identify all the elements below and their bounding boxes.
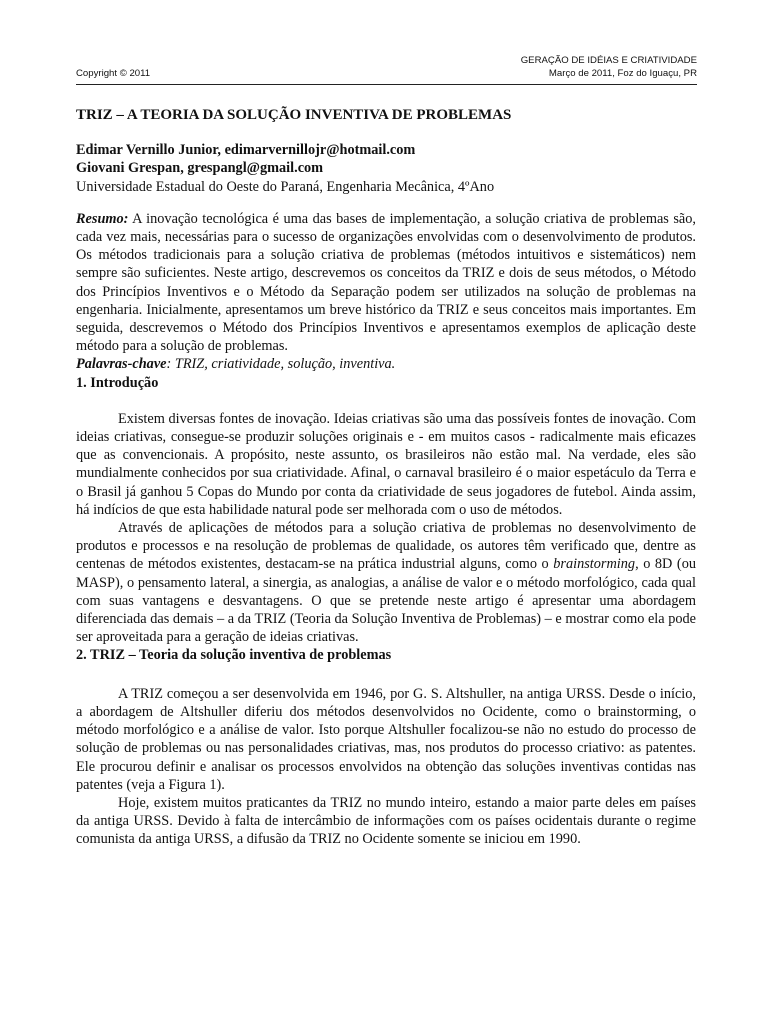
header-divider <box>76 84 697 85</box>
abstract <box>76 210 696 356</box>
section-2-heading: 2. TRIZ – Teoria da solução inventiva de problemas <box>76 647 392 664</box>
affiliation: Universidade Estadual do Oeste do Paraná, Engenharia Mecânica, 4ºAno <box>76 178 495 195</box>
conference-date-place: Março de 2011, Foz do Iguaçu, PR <box>548 68 697 79</box>
section-2-paragraph-1: A TRIZ começou a ser desenvolvida em 1946, por G. S. Altshuller, na antiga URSS. Desde o início, a abordagem de Altshuller diferiu dos métodos desenvolvidos no Ocidente, como o brainstorming, o método morfológico e a análise de valor. Isto porque Altshuller focalizou-se não no estudo do processo de solução de problemas ou nas personalidades criativas, mas, nos produtos do processo criativo: as patentes. Ele procurou definir e analisar os processos envolvidos na obtenção das soluções inventivas contidas nas patentes (veja a Figura 1). <box>76 685 696 793</box>
abstract-text: A inovação tecnológica é uma das bases de implementação, a solução criativa de problemas são, cada vez mais, necessárias para o sucesso de organizações envolvidas com o desenvolvimento de produtos. Os métodos tradicionais para a solução criativa de problemas (métodos intuitivos e sistemáticos) nem sempre são suficientes. Neste artigo, descrevemos os conceitos da TRIZ e dois de seus métodos, o Método dos Princípios Inventivos e o Método da Separação podem ser utilizados na solução de problemas na engenharia. Inicialmente, apresentamos um breve histórico da TRIZ e seus conceitos mais importantes. Em seguida, descrevemos o Método dos Princípios Inventivos e apresentamos exemplos de aplicação deste método para a solução de problemas. <box>76 210 696 355</box>
keywords-label: Palavras-chave <box>76 356 167 373</box>
paper-body <box>76 106 696 849</box>
brainstorming-term: brainstorming <box>553 556 636 573</box>
running-header <box>297 54 697 80</box>
keywords-text: : TRIZ, criatividade, solução, inventiva. <box>166 356 396 373</box>
section-1-heading: 1. Introdução <box>76 374 159 391</box>
section-1-paragraph-1: Existem diversas fontes de inovação. Ideias criativas são uma das possíveis fontes de inovação. Com ideias criativas, consegue-se produzir soluções originais e - em muitos casos - radicalmente mais eficazes que as convencionais. A propósito, neste assunto, os brasileiros não estão mal. Na verdade, eles são mundialmente conhecidos por sua criatividade. Afinal, o carnaval brasileiro é o maior espetáculo da Terra e o Brasil já ganhou 5 Copas do Mundo por conta da criatividade de seus jogadores de futebol. Ainda assim, há indícios de que esta habilidade natural pode ser melhorada com o uso de métodos. <box>76 410 696 518</box>
keywords <box>76 355 696 373</box>
author-2: Giovani Grespan, grespangl@gmail.com <box>76 160 324 177</box>
conference-name: GERAÇÃO DE IDÉIAS E CRIATIVIDADE <box>520 55 697 66</box>
abstract-label: Resumo: <box>76 210 129 227</box>
copyright-notice: Copyright © 2011 <box>76 68 151 79</box>
paper-title: TRIZ – A TEORIA DA SOLUÇÃO INVENTIVA DE PROBLEMAS <box>76 107 512 123</box>
author-1: Edimar Vernillo Junior, edimarvernillojr@hotmail.com <box>76 142 416 159</box>
section-1-paragraph-2: Através de aplicações de métodos para a solução criativa de problemas no desenvolvimento de produtos e processos e na resolução de problemas de qualidade, os autores têm verificado que, dentre as centenas de métodos existentes, destacam-se na prática industrial alguns, como o brainstorming, o 8D (ou MASP), o pensamento lateral, a sinergia, as analogias, a análise de valor e o método morfológico, cada qual com suas vantagens e desvantagens. O que se pretende neste artigo é apresentar uma abordagem diferenciada das demais – a da TRIZ (Teoria da Solução Inventiva de Problemas) – e mostrar como ela pode ser aproveitada para a geração de ideias criativas. <box>76 520 696 646</box>
section-2-paragraph-2: Hoje, existem muitos praticantes da TRIZ no mundo inteiro, estando a maior parte deles em países da antiga URSS. Devido à falta de intercâmbio de informações com os países ocidentais durante o regime comunista da antiga URSS, a difusão da TRIZ no Ocidente somente se iniciou em 1990. <box>76 794 696 848</box>
